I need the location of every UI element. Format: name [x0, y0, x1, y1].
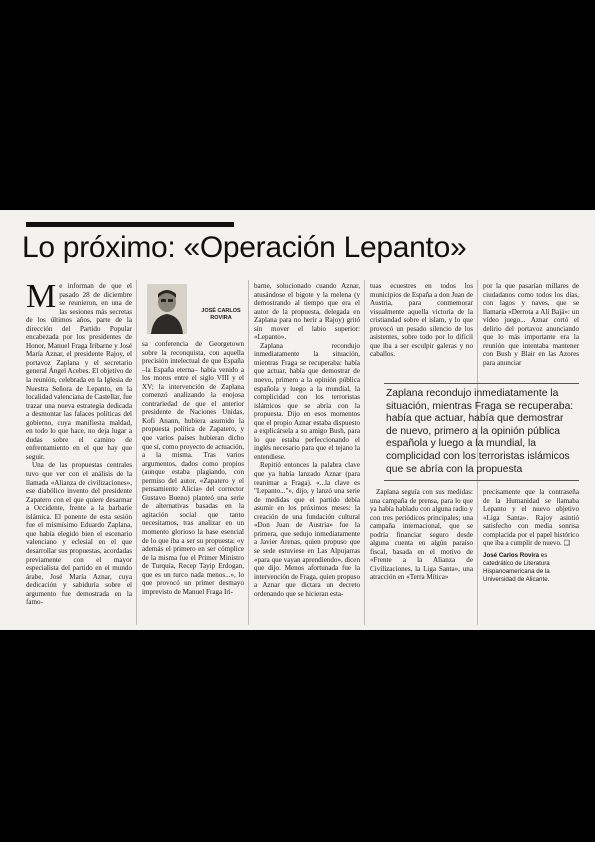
byline: JOSÉ CARLOS ROVIRA — [201, 308, 241, 321]
paragraph: Me informan de que el pasado 28 de diciembre se reunieron, en una de las sesiones más secretas de los últimos años, parte de la dirección del Partido Popular encabezada por los presidentes de Honor, Manuel Fraga Iribarne y José María Aznar, el presidente Rajoy, el portavoz Zaplana y el secretario general Ángel Acebes. El objetivo de la reunión, celebrada en la Iglesia de Nuestra Señora de Lepanto, en la localidad valenciana de Castellar, fue trazar una nueva estrategia dedicada a desmontar las falaces políticas del gobierno, cuya manifiesta maldad, en todo lo que hace, no deja lugar a dudas sobre el camino de enfrentamiento en el que hay que seguir. — [26, 278, 132, 461]
paragraph: precisamente que la contraseña de la Humanidad se llamaba Lepanto y el nuevo objetivo «Liga Santa». Rajoy asintió satisfecho con media sonrisa complacida por el papel histórico que iba a cumplir de nuevo. ❑ — [483, 488, 579, 548]
pull-quote-rule-top — [384, 383, 579, 384]
drop-cap: M — [26, 278, 57, 315]
column-2 — [142, 340, 244, 596]
paragraph: Repitió entonces la palabra clave que ya había lanzado Aznar (para reanimar a Fraga). «...la clave es "Lepanto..."», dijo, y lanzó una serie de medidas que el partido debía asumir en los próximos meses: la creación de una fundación cultural «Don Juan de Austria» fue la primera, que sedujo inmediatamente a Javier Arenas, quien propuso que se sede estuviese en Las Alpujarras «para que vayan aprendiendo», dicen que dijo. Menos afortunada fue la intervención de Fraga, quien propuso a Aznar que dictara un decreto ordenando que se hicieran esta- — [254, 461, 360, 598]
paragraph: Zaplana recondujo inmediatamente la situación, mientras Fraga se recuperaba: había que actuar, había que demostrar de nuevo, primero a la opinión pública española y luego a la mundial, la complicidad con los terroristas islámicos que se abría con la propuesta. Dijo en esos momentos que el propio Aznar estaba dispuesto a explicársela a su amigo Bush, para lo que estaba perfeccionando el inglés necesario para que el tejano la entendiese. — [254, 341, 360, 461]
paragraph: barne, solucionado cuando Aznar, atusándose el bigote y la melena (y demostrando al tiempo que era el autor de la propuesta, delegada en Zaplana para no herir a Rajoy) gritó sin mover el labio superior: «Lepanto». — [254, 282, 360, 342]
column-1 — [26, 278, 132, 607]
portrait-image — [147, 284, 187, 334]
paragraph: por la que pasarían millares de ciudadanos como todos los días, con lagos y naves, que se llamaría «Derrota a Alí Bajá»: un vídeo juego... Aznar cortó el delirio del portavoz anunciando que lo más importante era la reunión que intentaba mantener con Bush y Blair en las Azores para anunciar — [483, 282, 579, 367]
paragraph: Zaplana seguía con sus medidas: una campaña de prensa, para lo que ya había hablado con alguna radio y con tres periódicos principales; una campaña internacional, que se podría financiar seguro desde alguna cuenta en algún paraíso fiscal, basada en el motivo de «Frente a la Alianza de Civilizaciones, la Liga Santa», una atracción en «Terra Mítica» — [370, 488, 473, 582]
column-3 — [254, 282, 360, 598]
column-divider — [136, 280, 137, 625]
column-4-bottom — [370, 488, 473, 582]
author-photo — [147, 284, 187, 334]
column-5-bottom — [483, 488, 579, 584]
column-divider — [364, 280, 365, 625]
pull-quote-rule-bottom — [384, 480, 579, 481]
author-credit — [483, 552, 579, 584]
paragraph: tuas ecuestres en todos los municipios de España a don Juan de Austria, para conmemorar visualmente aquella victoria de la cristiandad sobre el islam, y lo que provocó un pesado silencio de los asistentes, sobre todo por lo difícil que iba a ser esculpir galeras y no caballos. — [370, 282, 473, 359]
article-headline: Lo próximo: «Operación Lepanto» — [22, 231, 467, 264]
newspaper-clipping — [0, 210, 595, 630]
column-5-top — [483, 282, 579, 367]
pull-quote: Zaplana recondujo inmediatamente la situación, mientras Fraga se recuperaba: había que actuar, había que demostrar de nuevo, primero a la opinión pública española y luego a la mundial, la complicidad con los terroristas islámicos que se abría con la propuesta — [386, 388, 574, 475]
column-4-top — [370, 282, 473, 359]
paragraph: Una de las propuestas centrales tuvo que ver con el análisis de la llamada «Alianza de civilizaciones», ese diabólico invento del presidente Zapatero con el que quiere desarmar a Occidente, frente a la barbarie islámica. El ponente de esta sesión fue el mismísimo Eduardo Zaplana, que había elegido bien el escenario valenciano y eclesial en el que desarrollar sus propuestas, acordadas previamente con el mayor especialista del partido en el mundo árabe, José María Aznar, cuya dedicación y sabiduría sobre el argumento fue demostrada en la famo- — [26, 461, 132, 607]
credit-text: es catedrático de Literatura Hispanoamericana de la Universidad de Alicante. — [483, 551, 550, 583]
credit-name: José Carlos Rovira — [483, 551, 540, 559]
headline-rule — [26, 222, 234, 227]
column-divider — [248, 280, 249, 625]
paragraph: sa conferencia de Georgetown sobre la reconquista, con aquella precisión intelectual de que España –la España eterna– había venido a los moros entre el siglo VIII y el XV; la intervención de Zaplana comenzó analizando la enojosa contrariedad de que el anterior presidente de Naciones Unidas, Kofi Anann, hubiera asumido la propuesta política de Zapatero, y que varios países hubieran dicho que sí, como proyecto de actuación, a la misma. Tras varios argumentos, dados como propios (aunque estaba plagiando, con permiso del autor, «Zapatero y el pensamiento Alicia» del corrector Gustavo Bueno) planteó una serie de alternativas basadas en la agitación social que tanto necesitamos, tras analizar en un momento glorioso la base esencial de lo que iba a ser su propuesta: «y además el primero en ser cómplice de la misma fue el Primer Ministro de Turquía, Recep Tayip Erdogan, que es un turco nada menos...», lo que provocó un primer desmayo imprevisto de Manuel Fraga Iri- — [142, 340, 244, 596]
